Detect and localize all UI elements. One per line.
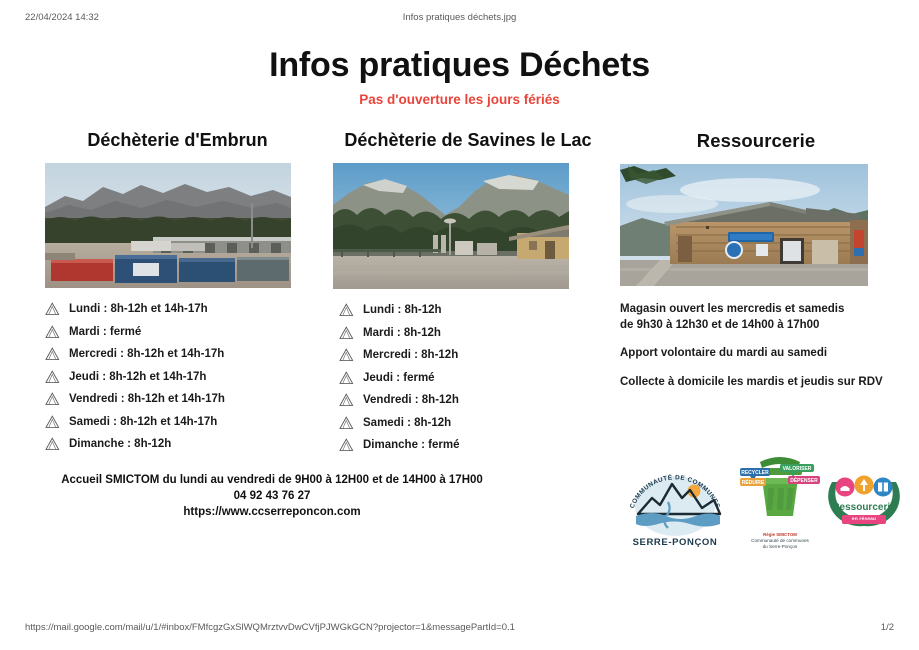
cc-logo-name: SERRE-PONÇON xyxy=(632,537,718,548)
tag-recycler: RECYCLER xyxy=(741,470,769,476)
contact-phone: 04 92 43 76 27 xyxy=(233,490,311,502)
hours-row xyxy=(339,326,603,340)
hours-text: Samedi : 8h-12h et 14h-17h xyxy=(69,415,218,428)
hours-row xyxy=(45,392,310,406)
mountain-triangle-icon xyxy=(339,326,354,340)
mountain-triangle-icon xyxy=(339,371,354,385)
hours-text: Lundi : 8h-12h et 14h-17h xyxy=(69,303,208,315)
print-preview-header xyxy=(0,12,919,28)
hours-row xyxy=(45,325,310,339)
hours-text: Mardi : fermé xyxy=(69,325,142,338)
photo-dechetterie-savines xyxy=(333,163,569,289)
print-filename: Infos pratiques déchets.jpg xyxy=(402,12,517,23)
hours-row xyxy=(339,416,603,430)
mountain-triangle-icon xyxy=(339,438,354,452)
tag-reduire: RÉDUIRE xyxy=(741,480,765,486)
hours-row xyxy=(339,438,603,452)
column-ressourcerie xyxy=(620,130,892,403)
mountain-triangle-icon xyxy=(339,416,354,430)
column-savines-le-lac xyxy=(333,130,603,461)
print-date: 22/04/2024 14:32 xyxy=(25,12,99,23)
hours-text: Jeudi : 8h-12h et 14h-17h xyxy=(69,370,207,383)
hours-text: Dimanche : fermé xyxy=(363,439,460,451)
hours-row xyxy=(45,415,310,429)
column-embrun xyxy=(45,130,310,460)
info-text-part1: Magasin ouvert les mercredis et samedis xyxy=(620,303,845,315)
column-heading-savines: Déchèterie de Savines le Lac xyxy=(344,130,592,150)
smictom-bin-svg xyxy=(740,454,820,530)
hours-row xyxy=(45,370,310,384)
hours-text: Jeudi : fermé xyxy=(363,371,435,384)
hours-row xyxy=(45,302,310,316)
hours-row xyxy=(339,303,603,317)
logo-smictom-bac xyxy=(740,454,820,550)
page-title: Infos pratiques Déchets xyxy=(269,46,650,84)
contact-hours: Accueil SMICTOM du lundi au vendredi de 9H00 à 12H00 et de 14H00 à 17H00 xyxy=(61,474,483,486)
ressourcerie-info-line: Collecte à domicile les mardis et jeudis sur RDV xyxy=(620,375,883,388)
cc-arc-text: COMMUNAUTÉ DE COMMUNES xyxy=(628,474,722,510)
hours-list-savines xyxy=(339,303,603,452)
print-page-number: 1/2 xyxy=(880,622,894,633)
photo-ressourcerie-svg xyxy=(620,164,868,286)
hours-row xyxy=(339,371,603,385)
ressourcerie-info-line xyxy=(620,302,892,333)
hours-text: Samedi : 8h-12h xyxy=(363,416,452,429)
logo-communaute-de-communes xyxy=(622,458,728,550)
mountain-triangle-icon xyxy=(45,392,60,406)
document-sheet xyxy=(0,34,919,612)
print-preview-footer xyxy=(0,622,919,636)
hours-row xyxy=(45,347,310,361)
mountain-triangle-icon xyxy=(339,393,354,407)
page-subtitle: Pas d'ouverture les jours fériés xyxy=(359,92,560,107)
column-heading-embrun: Déchèterie d'Embrun xyxy=(87,130,268,150)
ressourcerie-info-block xyxy=(620,302,892,390)
hours-text: Mercredi : 8h-12h et 14h-17h xyxy=(69,348,225,360)
tag-valoriser: VALORISER xyxy=(782,466,812,472)
mountain-triangle-icon xyxy=(45,347,60,361)
mountain-triangle-icon xyxy=(45,415,60,429)
photo-ressourcerie xyxy=(620,164,868,286)
hours-row xyxy=(339,393,603,407)
mountain-triangle-icon xyxy=(45,302,60,316)
hours-text: Dimanche : 8h-12h xyxy=(69,438,172,450)
contact-block xyxy=(22,472,522,520)
photo-savines-svg xyxy=(333,163,569,289)
hours-list-embrun xyxy=(45,302,310,451)
smictom-brand: Régie SMICTOM xyxy=(763,532,797,537)
logo-row xyxy=(618,452,903,557)
smictom-caption xyxy=(734,532,826,550)
hours-text: Mardi : 8h-12h xyxy=(363,326,441,339)
ressourcerie-info-line: Apport volontaire du mardi au samedi xyxy=(620,347,828,359)
column-heading-ressourcerie: Ressourcerie xyxy=(696,130,816,151)
ressourcerie-logo-tag: en réseau xyxy=(842,515,886,524)
hours-text: Vendredi : 8h-12h et 14h-17h xyxy=(69,393,225,405)
mountain-triangle-icon xyxy=(45,325,60,339)
smictom-caption-line2: du Serre-Ponçon xyxy=(762,544,798,549)
ressourcerie-logo-word: Ressourcerie xyxy=(832,502,896,513)
hours-text: Mercredi : 8h-12h xyxy=(363,349,459,361)
tag-depenser: DÉPENSER xyxy=(790,478,818,484)
hours-text: Lundi : 8h-12h xyxy=(363,304,442,316)
mountain-triangle-icon xyxy=(339,348,354,362)
hours-text: Vendredi : 8h-12h xyxy=(363,394,459,406)
mountain-triangle-icon xyxy=(45,370,60,384)
logo-ressourcerie xyxy=(828,464,900,534)
hours-row xyxy=(339,348,603,362)
info-text-part2: de 9h30 à 12h30 et de 14h00 à 17h00 xyxy=(620,318,820,331)
mountain-triangle-icon xyxy=(339,303,354,317)
photo-dechetterie-embrun xyxy=(45,163,291,288)
print-source-url: https://mail.google.com/mail/u/1/#inbox/FMfcgzGxSlWQMrztvvDwCVfjPJWGkGCN?projector=1&messagePartId=0.1 xyxy=(25,622,515,633)
mountain-triangle-icon xyxy=(45,437,60,451)
photo-embrun-svg xyxy=(45,163,291,288)
hours-row xyxy=(45,437,310,451)
contact-website[interactable]: https://www.ccserreponcon.com xyxy=(183,506,361,518)
smictom-caption-line1: Communauté de communes xyxy=(751,538,809,543)
